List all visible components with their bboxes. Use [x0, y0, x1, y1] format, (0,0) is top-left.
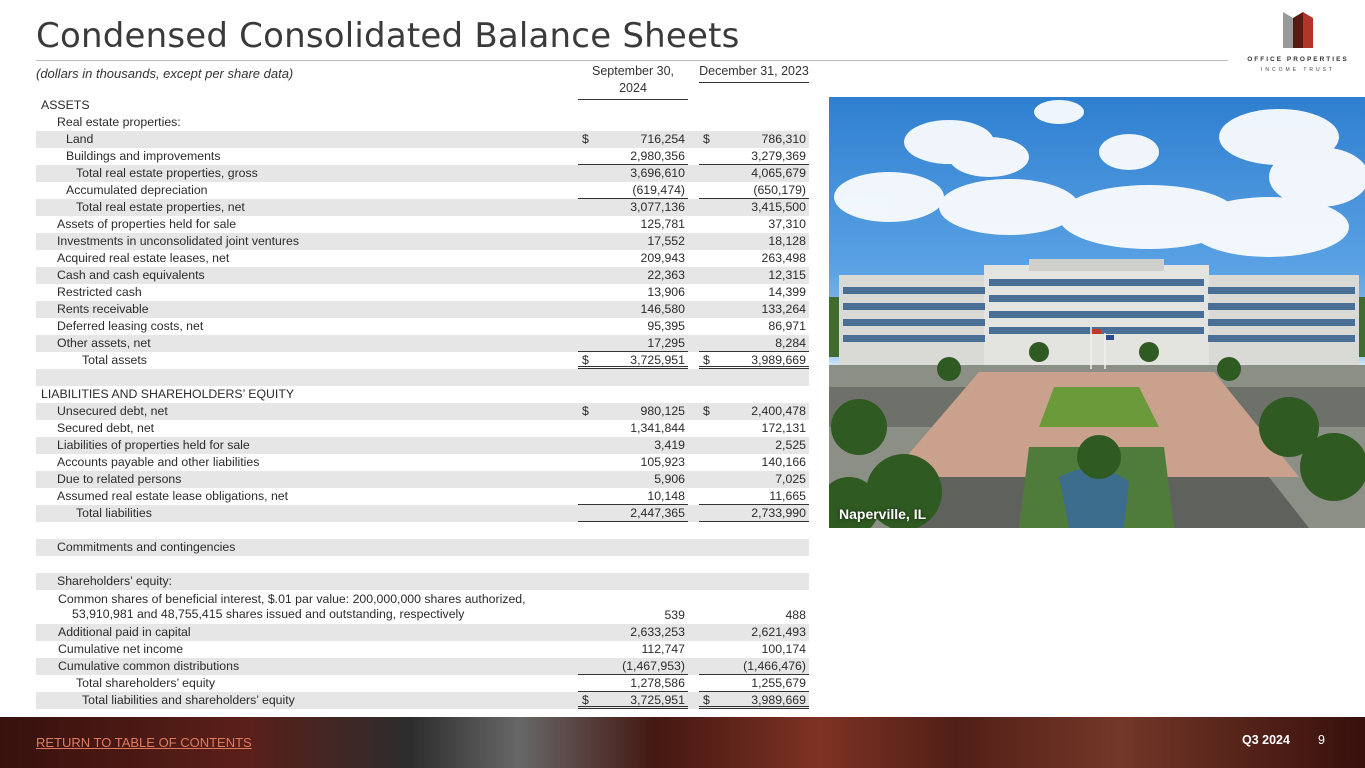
row-label: Total liabilities and shareholders’ equity — [82, 693, 295, 707]
property-photo — [829, 97, 1365, 528]
row-label: Assets of properties held for sale — [57, 217, 237, 231]
balance-sheet-table — [36, 97, 809, 709]
row-label: Cash and cash equivalents — [57, 268, 205, 282]
footer-bar — [0, 717, 1365, 768]
value-2024: 17,295 — [578, 335, 688, 352]
value-2023: 12,315 — [768, 268, 806, 282]
row-label: Commitments and contingencies — [57, 540, 236, 554]
value-2024: 105,923 — [640, 455, 685, 469]
table-row — [36, 97, 809, 114]
table-row — [36, 301, 809, 318]
row-label: Common shares of beneficial interest, $.01 par value: 200,000,000 shares authorized, 53,910,981 and 48,755,415 shares issued and outstanding, respectively — [58, 592, 526, 621]
value-2023: 2,621,493 — [751, 625, 806, 639]
value-2023: 140,166 — [761, 455, 806, 469]
value-2024: 5,906 — [654, 472, 685, 486]
table-row — [36, 131, 809, 148]
table-row — [36, 675, 809, 692]
value-2023: $ 2,400,478 — [703, 404, 806, 418]
return-to-toc-link[interactable]: RETURN TO TABLE OF CONTENTS — [36, 735, 252, 750]
row-label: Total assets — [82, 353, 147, 367]
value-2024: 95,395 — [647, 319, 685, 333]
page-number: 9 — [1318, 733, 1325, 747]
value-2024: 1,278,586 — [578, 675, 688, 692]
table-row — [36, 216, 809, 233]
row-label: Restricted cash — [57, 285, 142, 299]
value-2023: 37,310 — [768, 217, 806, 231]
value-2024: 539 — [664, 608, 685, 622]
value-2024: 3,696,610 — [630, 166, 685, 180]
value-2023: 18,128 — [768, 234, 806, 248]
table-row — [36, 335, 809, 352]
row-label: Real estate properties: — [57, 115, 181, 129]
row-label: Shareholders’ equity: — [57, 574, 173, 588]
title-divider — [36, 60, 1228, 61]
value-2023: 2,525 — [775, 438, 806, 452]
value-2023: $ 3,989,669 — [699, 352, 809, 369]
value-2024: 22,363 — [647, 268, 685, 282]
value-2023: 2,733,990 — [699, 505, 809, 522]
table-row — [36, 182, 809, 199]
row-label: Secured debt, net — [57, 421, 155, 435]
value-2023: 100,174 — [761, 642, 806, 656]
row-label: Investments in unconsolidated joint ventures — [57, 234, 299, 248]
row-label: ASSETS — [41, 98, 90, 112]
value-2024: 112,747 — [641, 642, 685, 656]
units-note: (dollars in thousands, except per share data) — [36, 66, 294, 81]
logo-name: OFFICE PROPERTIES — [1247, 56, 1349, 63]
row-label: Total shareholders’ equity — [76, 676, 215, 690]
value-2023: 3,279,369 — [699, 148, 809, 165]
row-label: Cumulative net income — [58, 642, 184, 656]
table-row — [36, 590, 809, 624]
table-row — [36, 454, 809, 471]
table-spacer-row — [36, 522, 809, 539]
row-label: Rents receivable — [57, 302, 149, 316]
value-2024: 3,077,136 — [630, 200, 685, 214]
table-row — [36, 318, 809, 335]
table-row — [36, 284, 809, 301]
value-2023: 488 — [785, 608, 806, 622]
logo-subtitle: INCOME TRUST — [1261, 67, 1335, 73]
table-row — [36, 624, 809, 641]
row-label: Deferred leasing costs, net — [57, 319, 204, 333]
column-header-dec-2023: December 31, 2023 — [699, 63, 809, 83]
table-row — [36, 386, 809, 403]
value-2024: 3,419 — [654, 438, 685, 452]
row-label: Total real estate properties, gross — [76, 166, 258, 180]
row-label: Land — [66, 132, 94, 146]
table-row — [36, 641, 809, 658]
page-title: Condensed Consolidated Balance Sheets — [36, 16, 740, 56]
table-row — [36, 471, 809, 488]
value-2023: 4,065,679 — [751, 166, 806, 180]
row-label: Accounts payable and other liabilities — [57, 455, 260, 469]
table-row — [36, 352, 809, 369]
table-row — [36, 573, 809, 590]
value-2023: 14,399 — [768, 285, 806, 299]
row-label: Total liabilities — [76, 506, 152, 520]
row-label: Acquired real estate leases, net — [57, 251, 230, 265]
row-label: Additional paid in capital — [58, 625, 191, 639]
value-2024: 17,552 — [647, 234, 685, 248]
value-2024: 146,580 — [640, 302, 685, 316]
value-2024: 125,781 — [640, 217, 685, 231]
value-2023: (1,466,476) — [699, 658, 809, 675]
row-label: Due to related persons — [57, 472, 182, 486]
row-label: Liabilities of properties held for sale — [57, 438, 250, 452]
table-row — [36, 267, 809, 284]
table-row — [36, 403, 809, 420]
value-2024: $ 3,725,951 — [578, 692, 688, 709]
value-2024: 10,148 — [578, 488, 688, 505]
value-2023: 7,025 — [775, 472, 806, 486]
table-row — [36, 420, 809, 437]
value-2024: 209,943 — [640, 251, 685, 265]
table-row — [36, 233, 809, 250]
table-row — [36, 488, 809, 505]
table-row — [36, 437, 809, 454]
footer-quarter: Q3 2024 — [1242, 733, 1290, 747]
value-2023: 1,255,679 — [699, 675, 809, 692]
value-2024: $ 3,725,951 — [578, 352, 688, 369]
office-campus-illustration — [829, 97, 1365, 528]
value-2023: $ 3,989,669 — [699, 692, 809, 709]
value-2024: 13,906 — [647, 285, 685, 299]
value-2024: 2,980,356 — [578, 148, 688, 165]
logo-mark-icon — [1283, 12, 1313, 48]
row-label: Buildings and improvements — [66, 149, 221, 163]
value-2023: 11,665 — [699, 488, 809, 505]
row-label: Unsecured debt, net — [57, 404, 168, 418]
table-row — [36, 539, 809, 556]
row-label: LIABILITIES AND SHAREHOLDERS’ EQUITY — [41, 387, 295, 401]
table-row — [36, 165, 809, 182]
row-label: Cumulative common distributions — [58, 659, 240, 673]
value-2023: 8,284 — [699, 335, 809, 352]
value-2024: 2,633,253 — [630, 625, 685, 639]
row-label: Assumed real estate lease obligations, net — [57, 489, 289, 503]
row-label: Accumulated depreciation — [66, 183, 208, 197]
value-2024: (1,467,953) — [578, 658, 688, 675]
value-2023: 3,415,500 — [751, 200, 806, 214]
column-header-sep-2024: September 30, 2024 — [578, 63, 688, 100]
value-2023: 263,498 — [761, 251, 806, 265]
table-row — [36, 505, 809, 522]
table-row — [36, 692, 809, 709]
table-spacer-row — [36, 369, 809, 386]
value-2024: (619,474) — [578, 182, 688, 199]
photo-caption: Naperville, IL — [839, 506, 927, 522]
value-2023: 133,264 — [761, 302, 806, 316]
value-2024: $ 980,125 — [582, 404, 685, 418]
value-2023: 172,131 — [761, 421, 806, 435]
table-row — [36, 148, 809, 165]
value-2024: 1,341,844 — [630, 421, 685, 435]
value-2023: 86,971 — [768, 319, 806, 333]
company-logo — [1246, 12, 1350, 76]
row-label: Other assets, net — [57, 336, 151, 350]
value-2023: (650,179) — [699, 182, 809, 199]
table-row — [36, 658, 809, 675]
table-row — [36, 250, 809, 267]
value-2024: 2,447,365 — [578, 505, 688, 522]
value-2023: $ 786,310 — [703, 132, 806, 146]
table-row — [36, 199, 809, 216]
row-label: Total real estate properties, net — [76, 200, 245, 214]
table-spacer-row — [36, 556, 809, 573]
table-row — [36, 114, 809, 131]
value-2024: $ 716,254 — [582, 132, 685, 146]
